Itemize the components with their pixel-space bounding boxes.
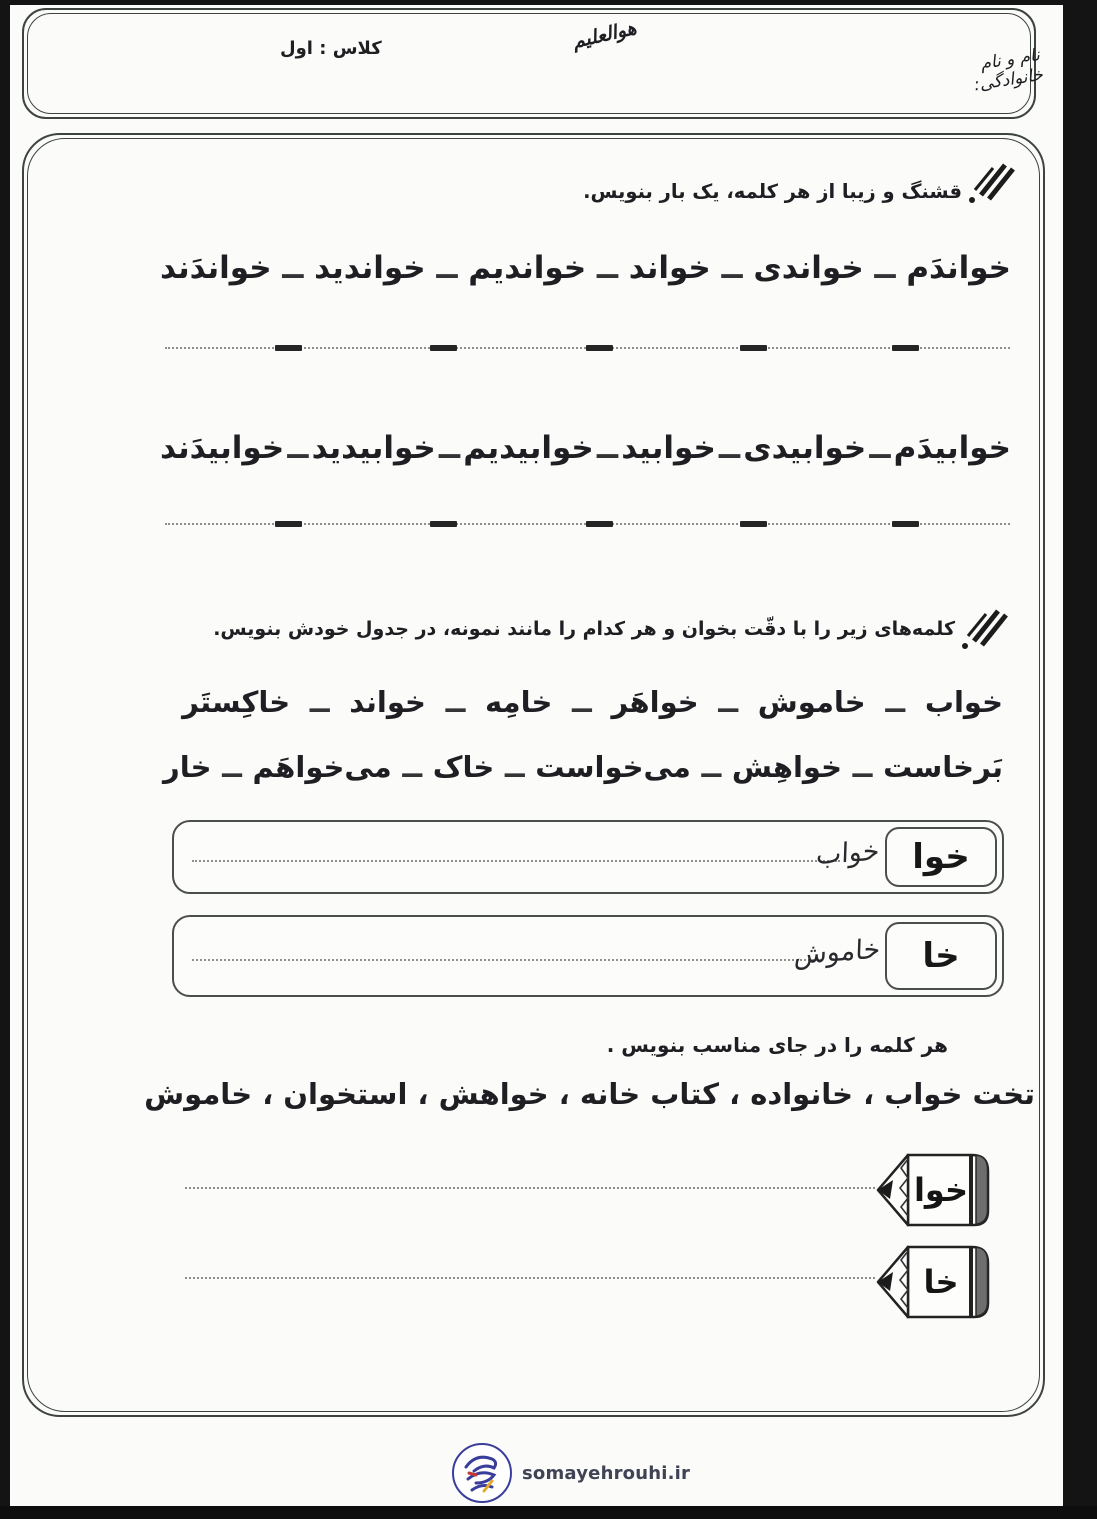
dash-mark [892,345,919,351]
word: خوابیدید [311,430,436,466]
word: خوابیدَند [160,430,285,466]
dash-separator: ــ [596,250,619,286]
instruction-2: کلمه‌های زیر را با دقّت بخوان و هر کدام را مانند نمونه، در جدول خودش بنویس. [213,618,955,640]
dash-separator: ــ [885,685,906,719]
calligraphy-logo-icon [452,1443,512,1503]
dash-separator: ــ [282,250,304,286]
word: خاک [432,750,495,784]
word: خاکِستَر [182,685,291,719]
dash-mark [740,521,767,527]
dash-separator: ــ [222,750,242,784]
pen-strokes-icon [960,601,1012,653]
pencil-label-khwa: خوا [913,1171,969,1209]
dash-separator: ــ [438,430,461,466]
word: خواندَم [906,250,1011,286]
dash-separator: ــ [718,430,741,466]
answer-line-1 [165,347,1010,349]
word: می‌خواست [535,750,691,784]
dash-mark [430,345,457,351]
dash-mark [586,521,613,527]
word: خوابید [621,430,716,466]
dash-separator: ــ [718,685,739,719]
bismillah-calligraphy: هوالعلیم [570,16,639,54]
bottom-black-bar [0,1506,1097,1519]
dash-separator: ــ [445,685,466,719]
word: خواندید [314,250,426,286]
dash-separator: ــ [852,750,873,784]
word: خواندی [753,250,864,286]
instruction-3: هر کلمه را در جای مناسب بنویس . [606,1033,948,1057]
dash-separator: ــ [436,250,458,286]
class-label: کلاس : اول [280,38,382,59]
word-bank: تخت خواب ، خانواده ، کتاب خانه ، خواهش ، استخوان ، خاموش [144,1077,1035,1111]
word: خواندیم [468,250,587,286]
worksheet-page [10,5,1063,1506]
conjugation-row-khandan [160,250,1011,286]
word-list-row-b [163,750,1003,784]
table-label-khwa: خوا [885,827,997,887]
word: خار [163,750,212,784]
word: خوابیدیم [463,430,594,466]
dash-separator: ــ [572,685,592,719]
dash-separator: ــ [287,430,309,466]
bullet-dot [969,197,975,203]
sort-table-kha [172,915,1004,997]
conjugation-row-khabidan [160,430,1011,466]
pencil-icon [872,1151,998,1229]
word: خواند [628,250,711,286]
dash-separator: ــ [309,685,330,719]
dash-mark [586,345,613,351]
dash-mark [740,345,767,351]
word: خامِه [485,685,553,719]
word-list-row-a [182,685,1003,719]
word: خوابیدَم [893,430,1011,466]
table-example-khamush: خاموش [793,933,881,971]
table-label-kha: خا [885,922,997,990]
fill-line-2 [185,1277,875,1279]
pencil-label-kha: خا [923,1263,959,1301]
fill-line-1 [185,1187,875,1189]
word: خواب [924,685,1003,719]
header-box [22,8,1045,119]
write-line [192,959,822,961]
footer-site-text: somayehrouhi.ir [522,1463,691,1484]
dash-separator: ــ [504,750,525,784]
answer-line-2 [165,523,1010,525]
dash-separator: ــ [701,750,722,784]
instruction-1: قشنگ و زیبا از هر کلمه، یک بار بنویس. [583,180,962,203]
word: خواهِش [731,750,843,784]
table-example-khab: خواب [815,835,881,872]
pen-strokes-icon [967,155,1019,207]
dash-mark [275,345,302,351]
dash-mark [430,521,457,527]
word: خواهَر [611,685,699,719]
word: بَرخاست [883,750,1003,784]
dash-mark [275,521,302,527]
dash-separator: ــ [721,250,743,286]
dash-separator: ــ [596,430,619,466]
write-line [192,860,840,862]
dash-separator: ــ [869,430,891,466]
bullet-dot [962,643,968,649]
sort-table-khwa [172,820,1004,894]
dash-separator: ــ [402,750,423,784]
dash-mark [892,521,919,527]
name-surname-label: نام و نام خانوادگی: [972,45,1045,96]
word: خوابیدی [743,430,867,466]
word: خاموش [757,685,866,719]
pencil-icon [872,1243,998,1321]
dash-separator: ــ [874,250,896,286]
word: خواندَند [160,250,272,286]
word: می‌خواهَم [252,750,392,784]
word: خواند [349,685,426,719]
